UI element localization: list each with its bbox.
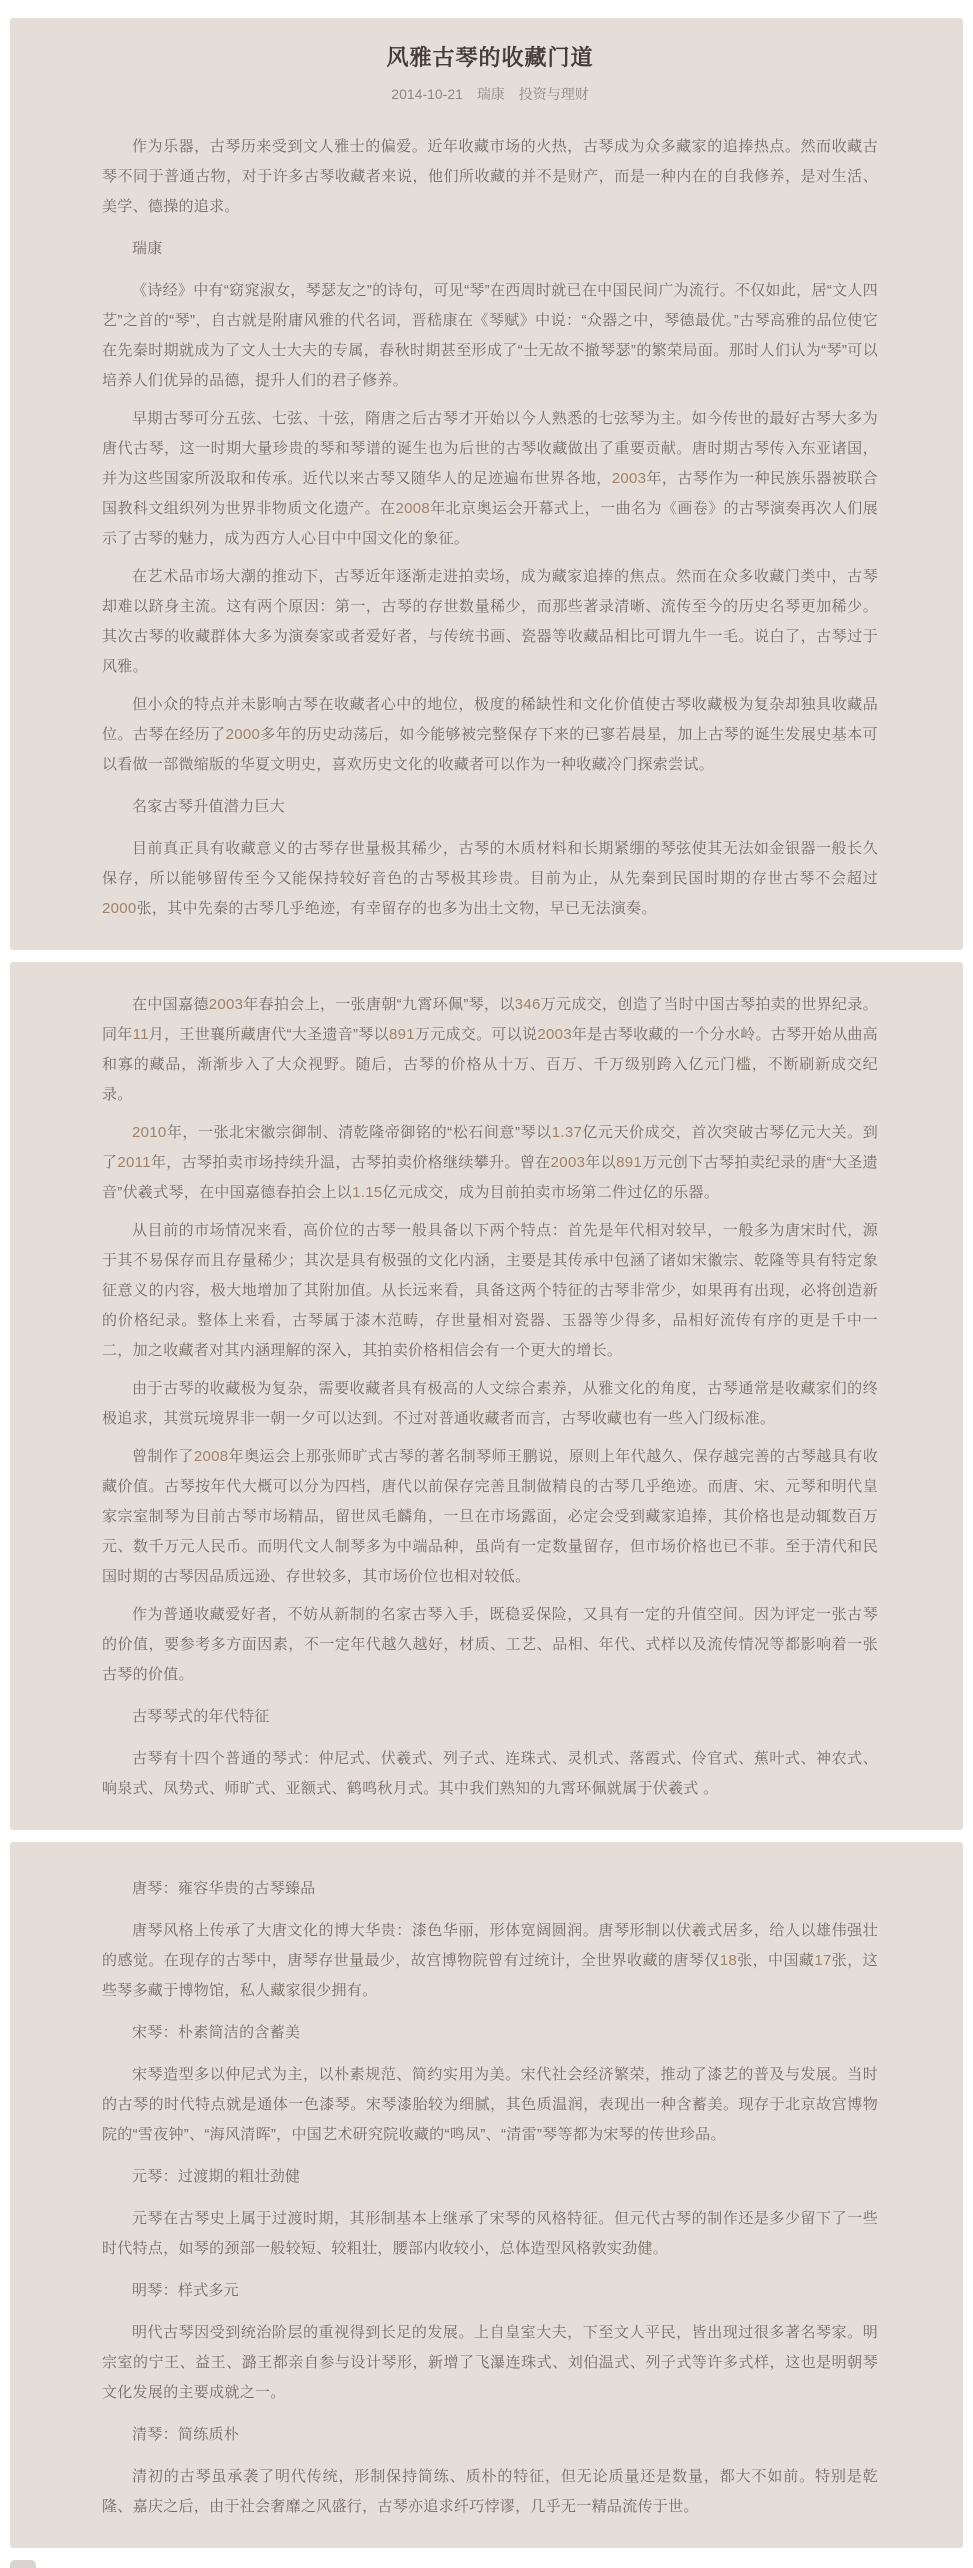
article-card-1-paragraphs [102,132,878,924]
article-card-1 [10,18,963,950]
number-text: 2003 [611,470,647,487]
number-text: 1.15 [352,1184,383,1201]
paragraph: 早期古琴可分五弦、七弦、十弦，隋唐之后古琴才开始以今人熟悉的七弦琴为主。如今传世的最好古琴大多为唐代古琴，这一时期大量珍贵的琴和琴谱的诞生也为后世的古琴收藏做出了重要贡献。唐时期古琴传入东亚诸国，并为这些国家所汲取和传承。近代以来古琴又随华人的足迹遍布世界各地，2003年，古琴作为一种民族乐器被联合国教科文组织列为世界非物质文化遗产。在2008年北京奥运会开幕式上，一曲名为《画卷》的古琴演奏再次人们展示了古琴的魅力，成为西方人心目中中国文化的象征。 [102,410,879,547]
paragraph: 宋琴造型多以仲尼式为主，以朴素规范、简约实用为美。宋代社会经济繁荣，推动了漆艺的普及与发展。当时的古琴的时代特点就是通体一色漆琴。宋琴漆胎较为细腻，其色质温润，表现出一种含蓄美。现存于北京故宫博物院的“雪夜钟”、“海风清晖”，中国艺术研究院收藏的“鸣凤”、“清雷”琴等都为宋琴的传世珍品。 [102,2066,878,2143]
paragraph: 古琴有十四个普通的琴式：仲尼式、伏羲式、列子式、连珠式、灵机式、落霞式、伶官式、蕉叶式、神农式、响泉式、凤势式、师旷式、亚额式、鹤鸣秋月式。其中我们熟知的九霄环佩就属于伏羲式 。 [102,1750,878,1797]
article-author: 瑞康 [476,86,505,102]
paragraph: 在艺术品市场大潮的推动下，古琴近年逐渐走进拍卖场，成为藏家追捧的焦点。然而在众多收藏门类中，古琴却难以跻身主流。这有两个原因：第一，古琴的存世数量稀少，而那些著录清晰、流传至今的历史名琴更加稀少。其次古琴的收藏群体大多为演奏家或者爱好者，与传统书画、瓷器等收藏品相比可谓九牛一毛。说白了，古琴过于风雅。 [102,568,878,675]
article-card-2 [10,962,963,1830]
paragraph: 2010年，一张北宋徽宗御制、清乾隆帝御铭的“松石间意”琴以1.37亿元天价成交，首次突破古琴亿元大关。到了2011年，古琴拍卖市场持续升温，古琴拍卖价格继续攀升。曾在2003年以891万元创下古琴拍卖纪录的唐“大圣遗音”伏羲式琴，在中国嘉德春拍会上以1.15亿元成交，成为目前拍卖市场第二件过亿的乐器。 [102,1124,878,1201]
article-card-2-paragraphs [102,990,878,1804]
number-text: 2000 [225,726,261,743]
paragraph: 作为乐器，古琴历来受到文人雅士的偏爱。近年收藏市场的火热，古琴成为众多藏家的追捧热点。然而收藏古琴不同于普通古物，对于许多古琴收藏者来说，他们所收藏的并不是财产，而是一种内在的自我修养，是对生活、美学、德操的追求。 [102,138,878,215]
number-text: 346 [514,996,541,1013]
number-text: 891 [388,1026,415,1043]
article-card-3 [10,1842,963,2548]
number-text: 2003 [537,1026,572,1043]
paragraph: 曾制作了2008年奥运会上那张师旷式古琴的著名制琴师王鹏说，原则上年代越久、保存越完善的古琴越具有收藏价值。古琴按年代大概可以分为四档，唐代以前保存完善且制做精良的古琴几乎绝迹。而唐、宋、元琴和明代皇家宗室制琴为目前古琴市场精品，留世凤毛麟角，一旦在市场露面，必定会受到藏家追捧，其价格也是动辄数百万元、数千万元人民币。而明代文人制琴多为中端品种，虽尚有一定数量留存，但市场价格也已不菲。至于清代和民国时期的古琴因品质远逊、存世较多，其市场价位也相对较低。 [102,1448,879,1585]
paragraph: 但小众的特点并未影响古琴在收藏者心中的地位，极度的稀缺性和文化价值使古琴收藏极为复杂却独具收藏品位。古琴在经历了2000多年的历史动荡后，如今能够被完整保存下来的已寥若晨星，加上古琴的诞生发展史基本可以看做一部微缩版的华夏文明史，喜欢历史文化的收藏者可以作为一种收藏冷门探索尝试。 [102,696,878,773]
section-heading: 明琴：样式多元 [132,2282,240,2299]
article-meta [102,84,878,104]
number-text: 891 [616,1154,642,1171]
number-text: 2003 [550,1154,586,1171]
paragraph: 元琴在古琴史上属于过渡时期，其形制基本上继承了宋琴的风格特征。但元代古琴的制作还是多少留下了一些时代特点，如琴的颈部一般较短、较粗壮，腰部内收较小，总体造型风格敦实劲健。 [102,2210,878,2257]
number-text: 17 [814,1952,832,1969]
section-heading: 清琴：简练质朴 [132,2426,240,2443]
article-source: 投资与理财 [518,86,589,102]
article-date: 2014-10-21 [391,86,463,102]
section-heading: 宋琴：朴素简洁的含蓄美 [132,2024,301,2041]
number-text: 2008 [193,1448,229,1465]
paragraph: 唐琴风格上传承了大唐文化的博大华贵：漆色华丽，形体宽阔圆润。唐琴形制以伏羲式居多，给人以雄伟强壮的感觉。在现存的古琴中，唐琴存世量最少，故宫博物院曾有过统计，全世界收藏的唐琴仅18张，中国藏17张，这些琴多藏于博物馆，私人藏家很少拥有。 [102,1922,878,1999]
article-card-3-paragraphs [102,1874,878,2522]
section-heading: 瑞康 [132,240,163,257]
number-text: 2003 [208,996,244,1013]
section-heading: 名家古琴升值潜力巨大 [132,798,286,815]
number-text: 2008 [395,500,431,517]
paragraph: 从目前的市场情况来看，高价位的古琴一般具备以下两个特点：首先是年代相对较早，一般多为唐宋时代，源于其不易保存而且存量稀少；其次是具有极强的文化内涵，主要是其传承中包涵了诸如宋徽宗、乾隆等具有特定象征意义的内容，极大地增加了其附加值。从长远来看，具备这两个特征的古琴非常少，如果再有出现，必将创造新的价格纪录。整体上来看，古琴属于漆木范畴，存世量相对瓷器、玉器等少得多，品相好流传有序的更是千中一二，加之收藏者对其内涵理解的深入，其拍卖价格相信会有一个更大的增长。 [102,1222,878,1359]
number-text: 1.37 [551,1124,583,1141]
paragraph: 清初的古琴虽承袭了明代传统，形制保持简练、质朴的特征，但无论质量还是数量，都大不如前。特别是乾隆、嘉庆之后，由于社会奢靡之风盛行，古琴亦追求纤巧悖谬，几乎无一精品流传于世。 [102,2468,878,2515]
number-text: 2010 [132,1124,167,1141]
section-heading: 古琴琴式的年代特征 [132,1708,270,1725]
section-heading: 元琴：过渡期的粗壮劲健 [132,2168,301,2185]
number-text: 18 [719,1952,737,1969]
paragraph: 目前真正具有收藏意义的古琴存世量极其稀少，古琴的木质材料和长期紧绷的琴弦使其无法如金银器一般长久保存，所以能够留传至今又能保持较好音色的古琴极其珍贵。目前为止，从先秦到民国时期的存世古琴不会超过2000张，其中先秦的古琴几乎绝迹，有幸留存的也多为出土文物，早已无法演奏。 [102,840,878,917]
number-text: 2011 [117,1154,151,1171]
number-text: 11 [132,1026,149,1043]
article-title: 风雅古琴的收藏门道 [386,45,594,70]
paragraph: 《诗经》中有“窈窕淑女，琴瑟友之”的诗句，可见“琴”在西周时就已在中国民间广为流行。不仅如此，居“文人四艺”之首的“琴”，自古就是附庸风雅的代名词，晋嵇康在《琴赋》中说：“众器之中，琴德最优。”古琴高雅的品位使它在先秦时期就成为了文人士大夫的专属，春秋时期甚至形成了“士无故不撤琴瑟”的繁荣局面。那时人们认为“琴”可以培养人们优异的品德，提升人们的君子修养。 [102,282,878,389]
number-text: 2000 [102,900,137,917]
paragraph: 作为普通收藏爱好者，不妨从新制的名家古琴入手，既稳妥保险，又具有一定的升值空间。因为评定一张古琴的价值，要参考多方面因素，不一定年代越久越好，材质、工艺、品相、年代、式样以及流传情况等都影响着一张古琴的价值。 [102,1606,878,1683]
section-heading: 唐琴：雍容华贵的古琴臻品 [132,1880,316,1897]
next-card-top-edge [10,2560,36,2568]
paragraph: 在中国嘉德2003年春拍会上，一张唐朝“九霄环佩”琴，以346万元成交，创造了当时中国古琴拍卖的世界纪录。同年11月，王世襄所藏唐代“大圣遗音”琴以891万元成交。可以说2003年是古琴收藏的一个分水岭。古琴开始从曲高和寡的藏品，渐渐步入了大众视野。随后，古琴的价格从十万、百万、千万级别跨入亿元门槛，不断刷新成交纪录。 [102,996,878,1103]
paragraph: 由于古琴的收藏极为复杂，需要收藏者具有极高的人文综合素养，从雅文化的角度，古琴通常是收藏家们的终极追求，其赏玩境界非一朝一夕可以达到。不过对普通收藏者而言，古琴收藏也有一些入门级标准。 [102,1380,878,1427]
paragraph: 明代古琴因受到统治阶层的重视得到长足的发展。上自皇室大夫，下至文人平民，皆出现过很多著名琴家。明宗室的宁王、益王、潞王都亲自参与设计琴形，新增了飞瀑连珠式、刘伯温式、列子式等许多式样，这也是明朝琴文化发展的主要成就之一。 [102,2324,878,2401]
